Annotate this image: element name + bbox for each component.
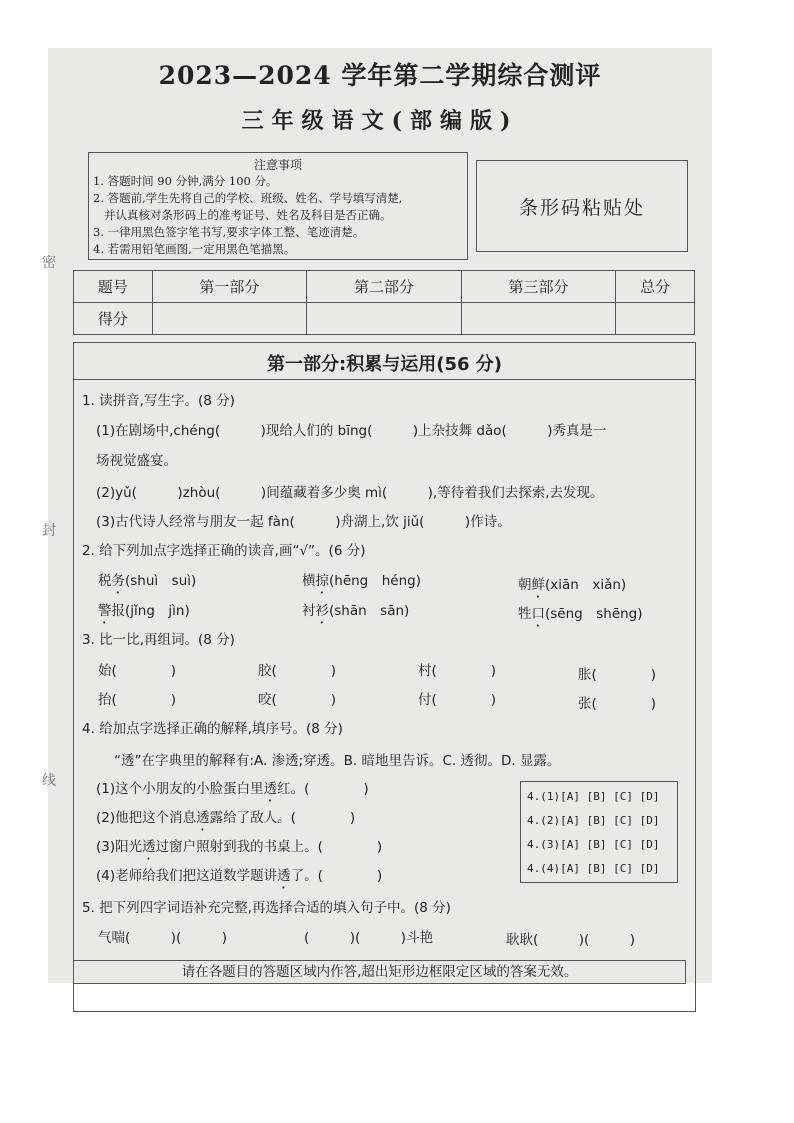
- binding-margin-mark: 封: [42, 523, 56, 539]
- q4-post: 露给了敌人。( ): [209, 810, 356, 826]
- answer-area-notice: 请在各题目的答题区域内作答,超出矩形边框限定区域的答案无效。: [73, 960, 686, 984]
- score-cell[interactable]: [461, 303, 616, 335]
- q3-item[interactable]: 张( ): [578, 696, 657, 712]
- q4-pre: (3)阳光: [96, 839, 143, 855]
- q4-dotted-char: 透: [196, 810, 210, 826]
- q3-item[interactable]: 抬( ): [98, 692, 177, 708]
- q2-post: (hēng héng): [329, 573, 422, 589]
- q1-line[interactable]: (1)在剧场中,chéng( )现给人们的 bīng( )上杂技舞 dǎo( )秀真是一: [96, 423, 607, 439]
- score-row-label: 得分: [74, 303, 153, 335]
- section-divider: [74, 379, 695, 380]
- score-cell[interactable]: [616, 303, 695, 335]
- answer-bubble-row[interactable]: 4.(1)[A] [B] [C] [D]: [527, 790, 660, 803]
- q2-pre: 税: [98, 573, 112, 589]
- q2-dotted-char: 口: [531, 606, 545, 622]
- score-cell[interactable]: [307, 303, 462, 335]
- notice-item: 3. 一律用黑色签字笔书写,要求字体工整、笔迹清楚。: [93, 225, 365, 239]
- q3-item[interactable]: 咬( ): [258, 692, 337, 708]
- q4-post: 了。( ): [290, 868, 383, 884]
- q3-item[interactable]: 胀( ): [578, 667, 657, 683]
- q4-dotted-char: 透: [142, 839, 156, 855]
- q3-heading: 3. 比一比,再组词。(8 分): [82, 632, 235, 648]
- q1-line: 场视觉盛宴。: [96, 453, 177, 469]
- notice-list: [93, 173, 402, 258]
- q2-dotted-char: 鲜: [531, 577, 545, 593]
- q4-dotted-char: 透: [263, 781, 278, 797]
- score-value-row: [74, 303, 695, 335]
- q4-post: 过窗户照射到我的书桌上。( ): [155, 839, 383, 855]
- q2-post: (shuì suì): [125, 573, 197, 589]
- q2-post: (sēng shēng): [545, 606, 643, 622]
- binding-margin-mark: 线: [42, 773, 56, 789]
- score-cell[interactable]: [152, 303, 307, 335]
- notice-item: 4. 若需用铅笔画图,一定用黑色笔描黑。: [93, 242, 296, 256]
- q4-item[interactable]: [96, 835, 382, 863]
- q4-item[interactable]: [96, 864, 382, 892]
- q2-pre: 衬: [302, 603, 316, 619]
- q2-post: (shān sān): [329, 603, 410, 619]
- q4-pre: (1)这个小朋友的小脸蛋白里: [96, 781, 264, 797]
- q5-item[interactable]: 耿耿( )( ): [506, 932, 636, 948]
- answer-bubble-box: [520, 781, 678, 883]
- q5-item[interactable]: ( )( )斗艳: [304, 930, 434, 946]
- q4-post: 红。( ): [277, 781, 369, 797]
- q3-item[interactable]: 始( ): [98, 663, 177, 679]
- q2-post: 报(jǐng jìn): [111, 603, 190, 619]
- exam-title: 2023—2024 学年第二学期综合测评: [158, 61, 602, 90]
- q2-dotted-char: 务: [111, 573, 125, 589]
- q2-dotted-char: 警: [98, 603, 112, 619]
- q2-dotted-char: 掠: [315, 573, 329, 589]
- answer-bubble-row[interactable]: 4.(2)[A] [B] [C] [D]: [527, 814, 660, 827]
- score-header-cell: 题号: [74, 271, 153, 303]
- exam-subtitle: 三年级语文(部编版): [241, 108, 519, 134]
- q2-item[interactable]: [98, 599, 190, 627]
- q2-pre: 朝: [518, 577, 532, 593]
- notice-item: 并认真核对条形码上的准考证号、姓名及科目是否正确。: [93, 208, 392, 222]
- q5-heading: 5. 把下列四字词语补充完整,再选择合适的填入句子中。(8 分): [82, 900, 451, 916]
- notice-item: 2. 答题前,学生先将自己的学校、班级、姓名、学号填写清楚,: [93, 191, 403, 205]
- notice-box: [88, 152, 468, 260]
- q4-intro: “透”在字典里的解释有:A. 渗透;穿透。B. 暗地里告诉。C. 透彻。D. 显露。: [114, 753, 561, 769]
- score-header-row: [74, 271, 695, 303]
- score-header-cell: 总分: [616, 271, 695, 303]
- barcode-area: 条形码粘贴处: [476, 160, 688, 252]
- q2-dotted-char: 衫: [315, 603, 329, 619]
- section-title: 第一部分:积累与运用(56 分): [267, 354, 502, 375]
- q4-pre: (2)他把这个消息: [96, 810, 197, 826]
- q1-line[interactable]: (3)古代诗人经常与朋友一起 fàn( )舟湖上,饮 jiǔ( )作诗。: [96, 514, 511, 530]
- q4-item[interactable]: [96, 806, 355, 834]
- answer-region: [73, 342, 696, 1012]
- q2-item[interactable]: [302, 569, 421, 597]
- q2-item[interactable]: [518, 573, 626, 601]
- answer-bubble-row[interactable]: 4.(4)[A] [B] [C] [D]: [527, 862, 660, 875]
- score-table: [73, 270, 695, 335]
- notice-heading: 注意事项: [253, 158, 302, 172]
- q4-pre: (4)老师给我们把这道数学题讲: [96, 868, 278, 884]
- q2-item[interactable]: [302, 599, 409, 627]
- q3-item[interactable]: 村( ): [418, 663, 497, 679]
- q4-heading: 4. 给加点字选择正确的解释,填序号。(8 分): [82, 721, 343, 737]
- q3-item[interactable]: 付( ): [418, 692, 497, 708]
- q2-pre: 横: [302, 573, 316, 589]
- score-header-cell: 第一部分: [152, 271, 307, 303]
- q2-item[interactable]: [518, 602, 643, 630]
- q2-post: (xiān xiǎn): [545, 577, 627, 593]
- q5-item[interactable]: 气喘( )( ): [98, 930, 228, 946]
- q1-line[interactable]: (2)yǔ( )zhòu( )间蕴藏着多少奥 mì( ),等待着我们去探索,去发现。: [96, 485, 604, 501]
- score-header-cell: 第二部分: [307, 271, 462, 303]
- binding-margin-mark: 密: [42, 255, 56, 271]
- q2-item[interactable]: [98, 569, 196, 597]
- q2-pre: 牲: [518, 606, 532, 622]
- q1-heading: 1. 读拼音,写生字。(8 分): [82, 393, 235, 409]
- q3-item[interactable]: 胶( ): [258, 663, 337, 679]
- answer-bubble-row[interactable]: 4.(3)[A] [B] [C] [D]: [527, 838, 660, 851]
- q2-heading: 2. 给下列加点字选择正确的读音,画“√”。(6 分): [82, 543, 366, 559]
- notice-item: 1. 答题时间 90 分钟,满分 100 分。: [93, 174, 278, 188]
- q4-dotted-char: 透: [277, 868, 291, 884]
- q4-item[interactable]: [96, 777, 369, 805]
- score-header-cell: 第三部分: [461, 271, 616, 303]
- exam-paper: [42, 48, 712, 983]
